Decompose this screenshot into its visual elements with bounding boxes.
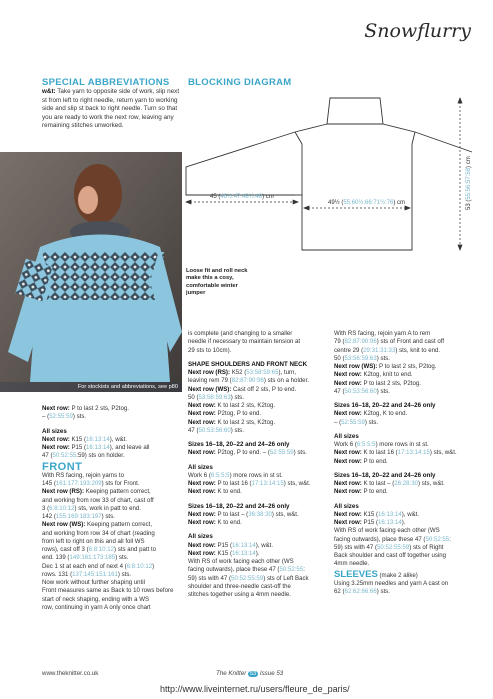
instruction-line xyxy=(188,566,328,574)
instruction-text: K to last – ( xyxy=(363,480,395,487)
instruction-line xyxy=(42,405,180,413)
instruction-line xyxy=(42,505,180,513)
size-numbers: 17:13:14:15 xyxy=(397,449,430,457)
size-numbers: 155:169:183:197 xyxy=(55,513,102,520)
instruction-line xyxy=(334,441,479,449)
instruction-text: ) sts and patt to xyxy=(114,546,157,553)
measurement-lines xyxy=(186,98,462,250)
instruction-line xyxy=(188,472,328,480)
row-label: Next row: xyxy=(334,457,364,465)
footer-magazine: The Knitter xyxy=(216,670,247,677)
instruction-line xyxy=(188,369,328,377)
instruction-line xyxy=(188,575,328,583)
row-label: Next row: xyxy=(334,488,364,496)
instruction-text: ) sts. xyxy=(364,418,379,426)
front-lines xyxy=(42,472,180,612)
instruction-text: 3 ( xyxy=(42,504,50,512)
instruction-text: 50 ( xyxy=(188,393,199,401)
instruction-line xyxy=(334,410,479,418)
row-label: Next row: xyxy=(188,549,218,557)
instruction-text: ) sts of Right xyxy=(409,543,444,551)
instruction-line xyxy=(334,552,479,560)
instruction-line xyxy=(334,480,479,488)
sleeves-header xyxy=(334,568,479,580)
size-numbers: 6:5:5:5 xyxy=(210,471,230,479)
instruction-line xyxy=(334,536,479,544)
instruction-line xyxy=(188,347,328,355)
instruction-line xyxy=(188,542,328,550)
instruction-line xyxy=(334,511,479,519)
instruction-text: ) more rows in st st. xyxy=(229,471,283,479)
instruction-line xyxy=(188,410,328,418)
size-numbers: 52:55:59 xyxy=(49,413,73,421)
instruction-text: end. 139 ( xyxy=(42,554,70,562)
instruction-text: Now work without further shaping until xyxy=(42,579,145,586)
size-numbers: 62:62:66:66 xyxy=(344,588,377,595)
row-label: Next row: xyxy=(42,405,72,412)
sleeves-lines xyxy=(334,580,479,597)
instruction-text: facing outwards), place these 47 ( xyxy=(334,535,426,543)
instruction-text: ) xyxy=(152,562,155,570)
row-label: Next row (WS): xyxy=(188,385,234,393)
instruction-text: Cast off 2 sts, P to end. xyxy=(233,385,297,393)
instruction-text: start of neck shaping, ending with a WS xyxy=(42,595,150,603)
special-abbreviations-text xyxy=(42,88,182,131)
instruction-text: K to last 2 sts, K2tog. xyxy=(217,402,276,409)
row-label: Next row: xyxy=(42,444,72,451)
instruction-text: P to end. xyxy=(363,488,388,496)
sleeves-heading: SLEEVES xyxy=(334,568,378,580)
sweater-photo-illustration xyxy=(0,152,182,392)
front-heading: FRONT xyxy=(42,460,83,473)
page-title: Snowflurry xyxy=(364,20,471,42)
row-label: Next row: xyxy=(188,418,218,426)
row-label: Next row: xyxy=(188,410,218,418)
instruction-line xyxy=(334,371,479,379)
section-subheading: Sizes 16–18, 20–22 and 24–26 only xyxy=(188,441,290,448)
instruction-text: leaving rem 79 ( xyxy=(188,377,232,385)
instruction-text: K2tog, knit to end. xyxy=(363,371,413,379)
instruction-text: ), w&t. xyxy=(109,435,128,443)
instruction-line xyxy=(334,544,479,552)
instruction-line xyxy=(42,579,180,587)
section-subheading: All sizes xyxy=(188,533,213,541)
instruction-text: Dec 1 st at each end of next 4 ( xyxy=(42,562,127,570)
instruction-text: ) sts. xyxy=(101,513,115,520)
instruction-line xyxy=(42,563,180,571)
instruction-line xyxy=(42,571,180,579)
instruction-text: Front measures same as Back to 10 rows before xyxy=(42,587,174,595)
instruction-text: ) sts, w&t. xyxy=(283,480,311,487)
size-numbers: 6:8:10:12 xyxy=(88,546,115,553)
instruction-line xyxy=(188,519,328,527)
instruction-text: P to last 2 sts, P2tog. xyxy=(363,379,421,387)
size-numbers: 53:56:59:63 xyxy=(198,393,231,401)
instruction-line xyxy=(42,497,180,505)
section-subheading: SHAPE SHOULDERS AND FRONT NECK xyxy=(188,360,308,368)
instruction-text: stitches together using a 4mm needle. xyxy=(188,591,291,598)
instruction-line xyxy=(188,377,328,385)
instruction-line xyxy=(42,480,180,488)
right-column-lines xyxy=(334,330,479,569)
instruction-line xyxy=(188,449,328,457)
instruction-line xyxy=(42,587,180,595)
instruction-line xyxy=(334,363,479,371)
row-label: Next row (WS): xyxy=(334,363,380,370)
instruction-text: : xyxy=(303,566,305,574)
instruction-line xyxy=(334,347,479,355)
instruction-line xyxy=(188,488,328,496)
instruction-line xyxy=(188,550,328,558)
instruction-line xyxy=(334,560,479,568)
instruction-text: Keeping pattern correct, xyxy=(85,488,151,496)
size-numbers: 16:13:14 xyxy=(232,549,256,557)
section-subheading: All sizes xyxy=(188,463,213,471)
blocking-diagram xyxy=(180,92,480,262)
sweater-outline xyxy=(186,98,472,250)
row-label: Next row: xyxy=(188,480,218,487)
instruction-text: P to last – ( xyxy=(217,510,249,518)
right-column xyxy=(334,330,479,596)
instruction-line xyxy=(188,591,328,599)
instruction-text: Work 6 ( xyxy=(334,441,357,448)
instruction-text: needle if necessary to maintain tension at xyxy=(188,338,301,346)
row-label: Next row: xyxy=(42,435,72,443)
size-numbers: 16:13:14 xyxy=(378,519,402,526)
row-label: Next row: xyxy=(188,519,218,526)
size-numbers: 50:52:55:59 xyxy=(377,543,410,551)
size-numbers: 16:13:14 xyxy=(232,541,256,549)
size-numbers: 53:56:59:63 xyxy=(344,354,377,362)
special-abbreviations-heading: SPECIAL ABBREVIATIONS xyxy=(42,77,170,88)
middle-column-lines xyxy=(188,330,328,599)
row-label: Next row: xyxy=(334,371,364,379)
instruction-text: ) sts, w&t. xyxy=(418,480,445,487)
instruction-line xyxy=(42,513,180,521)
row-label: Next row: xyxy=(188,402,218,409)
footer-website[interactable]: www.theknitter.co.uk xyxy=(42,670,99,677)
row-label: Next row (WS): xyxy=(42,521,88,529)
instruction-line xyxy=(188,394,328,402)
instruction-line xyxy=(334,330,479,338)
instruction-line xyxy=(334,449,479,457)
instruction-text: :59) sts on holder. xyxy=(76,452,125,460)
length-label: 53 (55:56:57:58) cm xyxy=(466,156,472,210)
instruction-text: With RS facing, rejoin yarn A to rem xyxy=(334,330,431,337)
instruction-line xyxy=(188,330,328,338)
instruction-text: 59) sts with 47 ( xyxy=(188,574,232,582)
size-numbers: 52:55:59 xyxy=(269,449,294,457)
watermark-url[interactable]: http://www.liveinternet.ru/users/fleure_de_paris/ xyxy=(160,684,350,694)
size-numbers: 82:87:90:96 xyxy=(231,377,264,385)
instruction-line xyxy=(42,538,180,546)
row-label: Next row (RS): xyxy=(188,369,232,376)
instruction-text: 50 ( xyxy=(334,354,345,362)
instruction-text: With RS facing, rejoin yarns to xyxy=(42,471,124,479)
instruction-text: With RS of work facing each other (WS xyxy=(334,527,440,535)
instruction-text: Using 3.25mm needles and yarn A cast on xyxy=(334,579,449,587)
sleeves-subtitle: (make 2 alike) xyxy=(379,571,418,579)
instruction-line xyxy=(42,530,180,538)
instruction-text: from left to right on this and all foll WS xyxy=(42,537,145,545)
row-label: Next row: xyxy=(188,510,218,518)
instruction-text: ), w&t. xyxy=(401,510,420,518)
instruction-line xyxy=(334,488,479,496)
instruction-text: 142 ( xyxy=(42,513,56,520)
instruction-text: ). xyxy=(255,549,260,557)
instruction-text: ) sts. xyxy=(115,554,129,562)
instruction-line xyxy=(42,521,180,529)
instruction-text: P to last 2 sts, P2tog. xyxy=(71,405,129,412)
body-width-label: 49½ (55:60½:66:71½:76) cm xyxy=(328,200,406,206)
size-numbers: 50:52:55:59 xyxy=(231,574,264,582)
instruction-text: P to last 16 ( xyxy=(217,480,252,487)
size-numbers: 50:53:56:60 xyxy=(198,426,231,434)
size-numbers: 137:145:151:161 xyxy=(72,570,118,578)
instruction-text: K to last 2 sts, K2tog. xyxy=(217,418,276,426)
instruction-text: P2tog, P to end. – ( xyxy=(217,449,270,457)
instruction-line xyxy=(188,419,328,427)
row-label: Next row: xyxy=(188,541,218,549)
size-numbers: 26:28:30 xyxy=(394,480,419,487)
instruction-text: 47 ( xyxy=(188,426,199,434)
instruction-text: and working from row 34 of chart (reading xyxy=(42,529,155,537)
size-numbers: 50:52:55 xyxy=(52,452,77,460)
size-numbers: 16:13:14 xyxy=(378,510,402,518)
instruction-text: ) sts. xyxy=(117,570,132,578)
instruction-line xyxy=(42,472,180,480)
section-subheading: All sizes xyxy=(42,427,67,435)
model-photo xyxy=(0,152,182,392)
instruction-line xyxy=(334,419,479,427)
section-subheading: All sizes xyxy=(334,502,359,510)
size-numbers: 50:52:55 xyxy=(279,566,304,574)
row-label: Next row: xyxy=(188,488,218,496)
size-numbers: 50:53:56:60 xyxy=(344,387,377,395)
instruction-text: 4mm needle. xyxy=(334,560,370,568)
instruction-text: ) sts, work in patt to end. xyxy=(74,504,141,512)
instruction-text: 62 ( xyxy=(334,588,345,595)
instruction-line xyxy=(188,427,328,435)
instruction-text: 79 ( xyxy=(334,338,345,346)
instruction-text: Work 6 ( xyxy=(188,471,211,479)
instruction-line xyxy=(334,527,479,535)
instruction-text: : xyxy=(449,535,451,543)
instruction-line xyxy=(42,596,180,604)
instruction-text: P15 ( xyxy=(71,444,87,451)
instruction-line xyxy=(42,413,180,421)
instruction-text: With RS of work facing each other (WS xyxy=(188,558,294,565)
instruction-line xyxy=(334,588,479,596)
instruction-text: K2tog, K to end. xyxy=(363,410,408,418)
row-label: Next row: xyxy=(334,480,364,487)
instruction-text: K52 ( xyxy=(231,369,247,376)
row-label: Next row: xyxy=(334,510,364,518)
footer-page-info xyxy=(216,670,283,677)
instruction-text: P15 ( xyxy=(363,519,379,526)
size-numbers: 6:8:10:12 xyxy=(126,562,153,570)
section-subheading: Sizes 16–18, 20–22 and 24–26 only xyxy=(334,471,436,479)
instruction-text: ) sts. xyxy=(376,354,390,362)
instruction-text: ) sts of Front and cast off xyxy=(376,338,445,346)
footer-issue: Issue 53 xyxy=(259,670,284,677)
size-numbers: 52:55:59 xyxy=(341,418,365,426)
instruction-text: ) sts. xyxy=(230,426,244,434)
instruction-text: 145 ( xyxy=(42,480,56,487)
left-column xyxy=(42,405,180,612)
instruction-text: ), turn, xyxy=(278,369,297,376)
instruction-text: 29 sts to 10cm). xyxy=(188,346,232,354)
instruction-text: 47 ( xyxy=(334,387,345,395)
instruction-text: K15 ( xyxy=(217,549,233,557)
size-numbers: 6:8:10:12 xyxy=(49,504,75,512)
size-numbers: 53:58:59:65 xyxy=(246,369,279,376)
instruction-text: ) sts for Front. xyxy=(101,480,140,487)
instruction-line xyxy=(188,402,328,410)
instruction-text: ), w&t. xyxy=(255,541,274,549)
instruction-text: ) sts on a holder. xyxy=(263,377,309,385)
instruction-text: 59) sts with 47 ( xyxy=(334,543,378,551)
instruction-text: centre 29 ( xyxy=(334,346,364,354)
instruction-line xyxy=(334,519,479,527)
abbrev-term: w&t: xyxy=(42,88,56,95)
section-subheading: Sizes 16–18, 20–22 and 24–26 only xyxy=(334,402,436,409)
footer-page-number: 53 xyxy=(250,671,257,677)
instruction-line xyxy=(188,558,328,566)
row-label: Next row: xyxy=(188,449,218,457)
instruction-line xyxy=(42,554,180,562)
size-numbers: 17:13:14:15 xyxy=(251,480,284,487)
size-numbers: 6:5:5:5 xyxy=(356,441,376,448)
instruction-text: Keeping pattern correct, xyxy=(87,521,153,529)
instruction-text: ) sts. xyxy=(230,393,244,401)
instruction-text: is complete (and changing to a smaller xyxy=(188,330,293,337)
instruction-text: P2tog, P to end. xyxy=(217,410,262,418)
instruction-text: shoulder and three-needle cast-off the xyxy=(188,582,291,590)
instruction-text: ) sts. xyxy=(376,387,390,395)
instruction-text: ). xyxy=(401,519,406,526)
instruction-text: – ( xyxy=(42,413,50,421)
instruction-text: ) sts. xyxy=(376,588,390,595)
instruction-text: rows), cast off 3 ( xyxy=(42,546,89,553)
size-numbers: 16:13:14 xyxy=(86,435,110,443)
row-label: Next row: xyxy=(334,449,364,457)
row-label: Next row: xyxy=(334,410,364,418)
instruction-text: ) sts. xyxy=(72,413,87,421)
instruction-text: K to end. xyxy=(217,488,242,496)
instruction-text: – ( xyxy=(334,418,342,426)
size-numbers: 82:87:90:96 xyxy=(344,338,377,346)
section-subheading: Sizes 16–18, 20–22 and 24–26 only xyxy=(188,502,290,510)
photo-stockists-note: For stockists and abbreviations, see p80 xyxy=(0,382,182,392)
instruction-text: row, continuing in yarn A only once chart xyxy=(42,603,151,611)
instruction-text: facing outwards), place these 47 ( xyxy=(188,566,280,574)
instruction-line xyxy=(188,511,328,519)
size-numbers: 50:52:55 xyxy=(425,535,450,543)
instruction-text: ), and leave all xyxy=(109,444,150,451)
instruction-line xyxy=(42,444,180,452)
abbrev-definition: Take yarn to opposite side of work, slip next st from left to right needle, return yarn to working side and slip st back to right needle. Turn so that you are ready to work the next row, leaving any remaining stitches unworked. xyxy=(42,88,180,130)
instruction-text: 47 ( xyxy=(42,452,53,460)
middle-column xyxy=(188,330,328,599)
instruction-text: K15 ( xyxy=(71,435,87,443)
size-numbers: 36:38:30 xyxy=(248,510,272,518)
row-label: Next row: xyxy=(334,519,364,526)
instruction-line xyxy=(42,488,180,496)
instruction-line xyxy=(334,458,479,466)
size-numbers: 29:31:31:33 xyxy=(363,346,396,354)
instruction-line xyxy=(188,480,328,488)
row-label: Next row: xyxy=(334,379,364,387)
instruction-text: and working from row 33 of chart, cast off xyxy=(42,496,154,504)
instruction-line xyxy=(334,388,479,396)
instruction-text: P15 ( xyxy=(217,541,233,549)
size-numbers: 161:177:193:209 xyxy=(55,480,102,487)
instruction-text: P to last 2 sts, P2tog. xyxy=(379,363,437,370)
blocking-diagram-heading: BLOCKING DIAGRAM xyxy=(188,77,292,88)
size-numbers: 149:161:173:185 xyxy=(69,554,116,562)
section-subheading: All sizes xyxy=(334,432,359,440)
instruction-line xyxy=(334,338,479,346)
left-column-lines xyxy=(42,405,180,461)
row-label: Next row (RS): xyxy=(42,488,86,496)
instruction-text: Back shoulder and cast off together using xyxy=(334,552,447,559)
instruction-line xyxy=(42,546,180,554)
instruction-text: ) sts of Left Back xyxy=(263,574,309,582)
instruction-text: ) sts. xyxy=(293,449,307,457)
instruction-text: P to end. xyxy=(363,457,388,465)
instruction-line xyxy=(334,380,479,388)
instruction-line xyxy=(42,436,180,444)
instruction-text: K15 ( xyxy=(363,510,379,518)
instruction-line xyxy=(188,386,328,394)
instruction-text: ) more rows in st st. xyxy=(375,441,429,448)
instruction-text: ) sts, knit to end. xyxy=(395,346,441,354)
sleeve-width-label: 45 (46½:47:48½:48) cm xyxy=(210,194,274,200)
instruction-line xyxy=(188,338,328,346)
instruction-line xyxy=(334,355,479,363)
instruction-line xyxy=(188,583,328,591)
instruction-text: ) sts, w&t. xyxy=(271,510,299,518)
photo-caption: Loose fit and roll neck make this a cosy, comfortable winter jumper xyxy=(186,268,248,297)
instruction-text: K to end. xyxy=(217,519,242,526)
size-numbers: 16:13:14 xyxy=(86,444,110,451)
instruction-line xyxy=(42,604,180,612)
instruction-text: K to last 16 ( xyxy=(363,449,398,457)
instruction-text: rows. 131 ( xyxy=(42,570,73,578)
instruction-line xyxy=(334,580,479,588)
instruction-text: ) sts, w&t. xyxy=(429,449,457,457)
instruction-line xyxy=(42,452,180,460)
